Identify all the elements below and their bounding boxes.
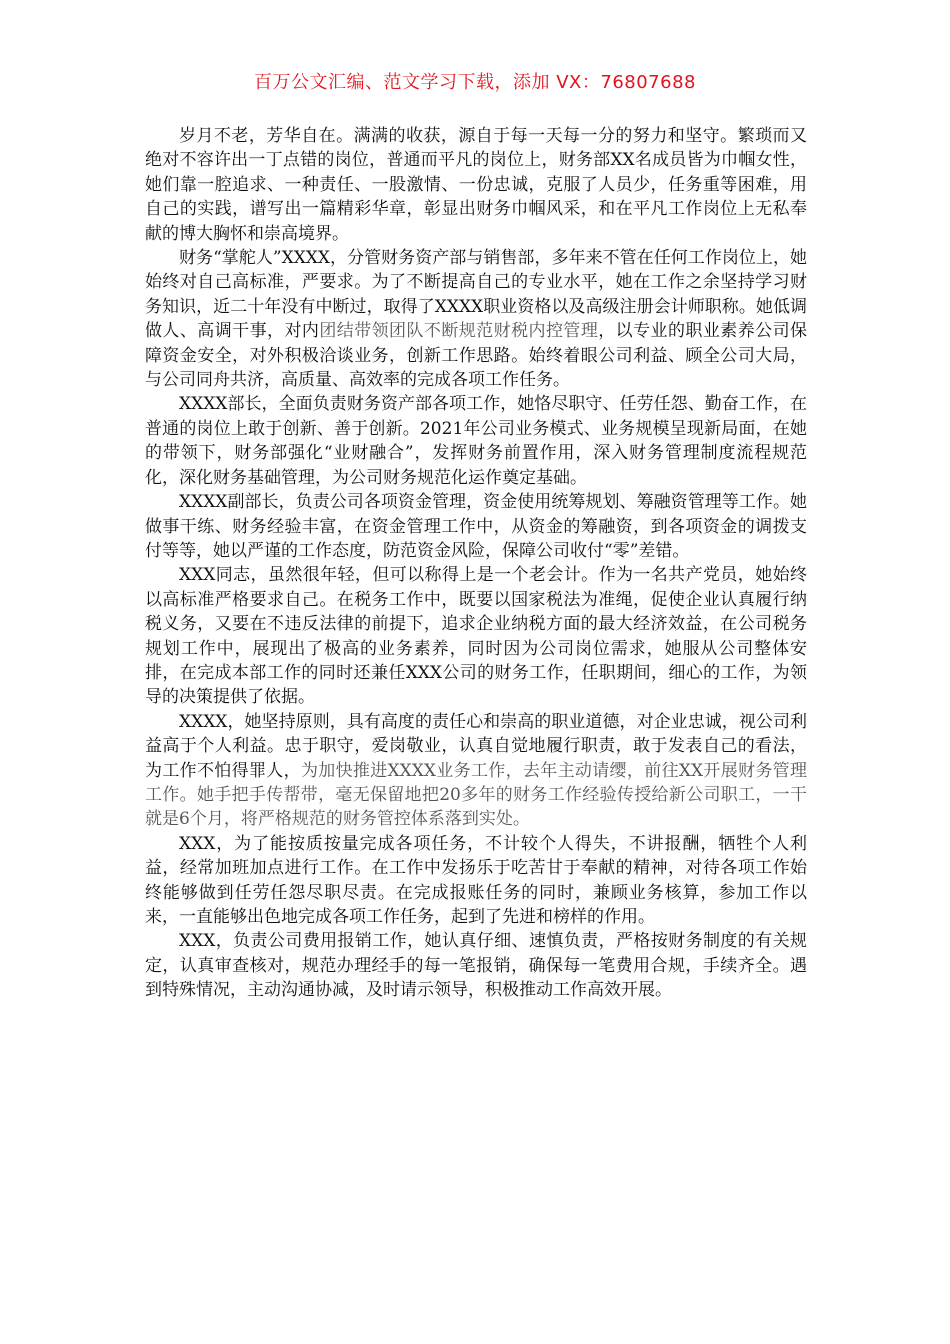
header-banner: 百万公文汇编、范文学习下载，添加 VX：76807688 xyxy=(254,72,696,93)
paragraph-dedicated: XXX，为了能按质按量完成各项任务，不计较个人得失，不讲报酬，牺牲个人利益，经常加班加点进行工作。在工作中发扬乐于吃苦甘于奉献的精神，对待各项工作始终能够做到任劳任怨尽职尽责。在完成报账任务的同时，兼顾业务核算，参加工作以来，一直能够出色地完成各项工作任务，起到了先进和榜样的作用。 xyxy=(145,833,807,927)
paragraph-minister: XXXX部长，全面负责财务资产部各项工作，她恪尽职守、任劳任怨、勤奋工作，在普通的岗位上敢于创新、善于创新。2021年公司业务模式、业务规模呈现新局面，在她的带领下，财务部强化“业财融合”，发挥财务前置作用，深入财务管理制度流程规范化，深化财务基础管理，为公司财务规范化运作奠定基础。 xyxy=(145,394,807,488)
paragraph-text: 财务“掌舵人”XXXX，分管财务资产部与销售部，多年来不管在任何工作岗位上，她始终对自己高标准，严要求。为了不断提高自己的专业水平，她在工作之余坚持学习财务知识，近二十年没有中断过，取得了XXXX职业资格以及高级注册会计师职称。她低调做人、高调干事，对内 xyxy=(145,248,807,342)
paragraph-reimbursement: XXX，负责公司费用报销工作，她认真仔细、速慎负责，严格按财务制度的有关规定，认真审查核对，规范办理经手的每一笔报销，确保每一笔费用合规，手续齐全。遇到特殊情况，主动沟通协减，及时请示领导，积极推动工作高效开展。 xyxy=(145,931,807,1001)
paragraph-text-gray: 为加快推进XXXX业务工作，去年主动请缨，前往XX开展财务管理工作。她手把手传帮带，毫无保留地把20多年的财务工作经验传授给新公司职工，一干就是6个月，将严格规范的财务管控体系落到实处。 xyxy=(145,760,808,830)
paragraph-helmsman xyxy=(145,246,807,392)
paragraph-text: ，以专业的职业素养公司保障资金安全，对外积极洽谈业务，创新工作思路。始终着眼公司利益、顾全公司大局，与公司同舟共济，高质量、高效率的完成各项工作任务。 xyxy=(145,321,808,391)
paragraph-principled xyxy=(145,710,807,832)
paragraph-tax-accountant: XXX同志，虽然很年轻，但可以称得上是一个老会计。作为一名共产党员，她始终以高标准严格要求自己。在税务工作中，既要以国家税法为准绳，促使企业认真履行纳税义务，又要在不违反法律的前提下，追求企业纳税方面的最大经济效益，在公司税务规划工作中，展现出了极高的业务素养，同时因为公司岗位需求，她服从公司整体安排，在完成本部工作的同时还兼任XXX公司的财务工作，任职期间，细心的工作，为领导的决策提供了依据。 xyxy=(145,565,807,708)
paragraph-text-gray: 团结带领团队不断规范财税内控管理 xyxy=(319,321,599,342)
paragraph-deputy-minister: XXXX副部长，负责公司各项资金管理，资金使用统筹规划、筹融资管理等工作。她做事干练、财务经验丰富，在资金管理工作中，从资金的筹融资，到各项资金的调拨支付等等，她以严谨的工作态度，防范资金风险，保障公司收付“零”差错。 xyxy=(145,492,807,561)
document-body xyxy=(145,124,807,1003)
paragraph-intro: 岁月不老，芳华自在。满满的收获，源自于每一天每一分的努力和坚守。繁琐而又绝对不容许出一丁点错的岗位，普通而平凡的岗位上，财务部XX名成员皆为巾帼女性，她们靠一腔追求、一种责任、一股激情、一份忠诚，克服了人员少，任务重等困难，用自己的实践，谱写出一篇精彩华章，彰显出财务巾帼风采，和在平凡工作岗位上无私奉献的博大胸怀和崇高境界。 xyxy=(145,126,807,244)
paragraph-text: XXXX，她坚持原则，具有高度的责任心和崇高的职业道德，对企业忠诚，视公司利益高于个人利益。忠于职守，爱岗敬业，认真自觉地履行职责，敢于发表自己的看法，为工作不怕得罪人， xyxy=(145,711,807,781)
